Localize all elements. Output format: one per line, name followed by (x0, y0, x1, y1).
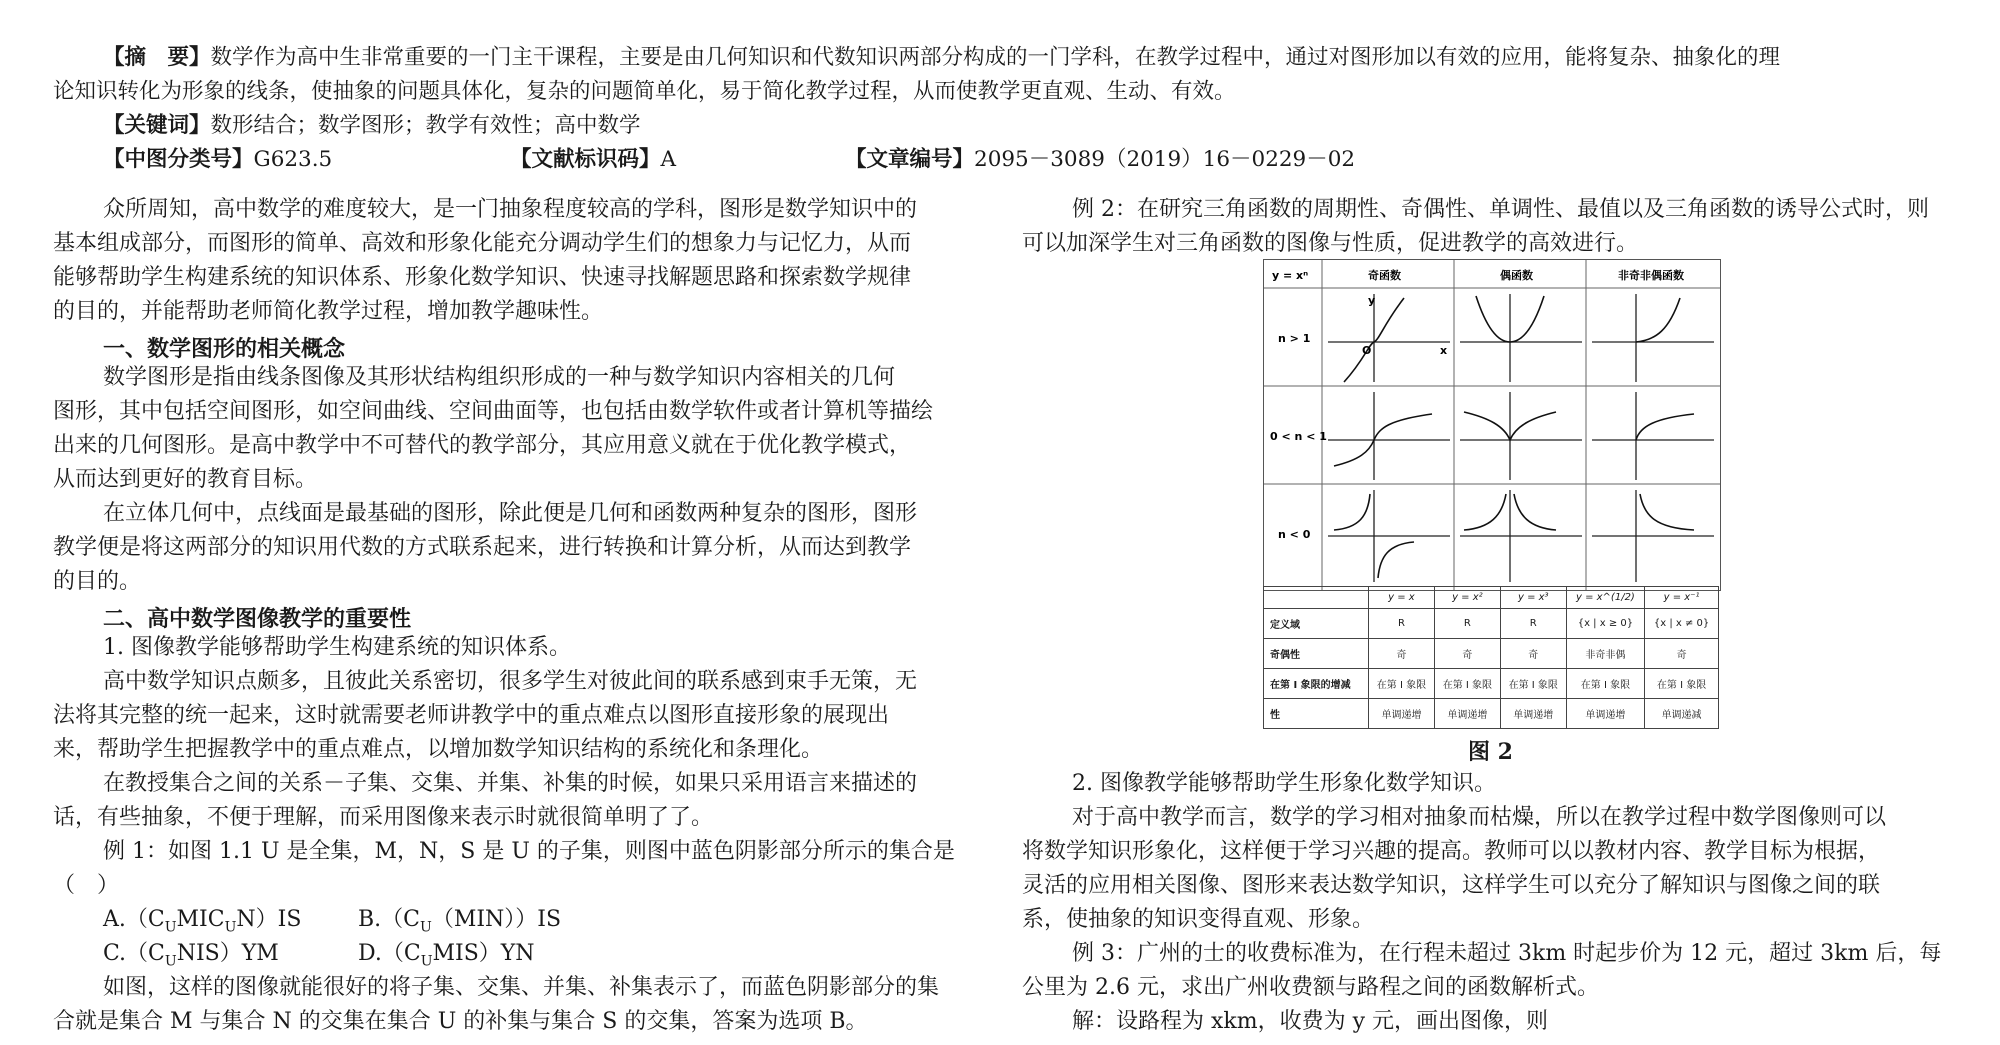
left-p1-l3: 能够帮助学生构建系统的知识体系、形象化数学知识、快速寻找解题思路和探索数学规律 (53, 265, 912, 290)
table-cell: 单调递减 (1645, 699, 1719, 729)
left-p3-l3: 的目的。 (53, 569, 142, 594)
left-p5-l2: 法将其完整的统一起来，这时就需要老师讲教学中的重点难点以图形直接形象的展现出 (53, 703, 890, 728)
option-a-mid: MIC (176, 907, 225, 932)
right-ex2-l1: 例 2：在研究三角函数的周期性、奇偶性、单调性、最值以及三角函数的诱导公式时，则 (1072, 197, 1929, 222)
option-a-post: N）IS (236, 907, 302, 932)
table-cell: 在第 I 象限 (1500, 669, 1566, 699)
doc-code-line (510, 144, 676, 176)
left-p2-l4: 从而达到更好的教育目标。 (53, 467, 318, 492)
option-a-sub2: U (224, 919, 237, 936)
table-cell: R (1369, 609, 1435, 639)
keywords-label: 【关键词】 (103, 113, 211, 138)
abstract-line-2: 论知识转化为形象的线条，使抽象的问题具体化，复杂的问题简单化，易于简化教学过程，从而使教学更直观、生动、有效。 (53, 79, 1236, 104)
doc-code-value: A (660, 147, 677, 172)
figure-caption: 图 2 (1468, 739, 1513, 765)
abstract-line-1 (103, 42, 1780, 74)
right-p9: 2. 图像教学能够帮助学生形象化数学知识。 (1072, 771, 1496, 796)
table-cell: 在第 I 象限 (1566, 669, 1644, 699)
table-row-monotonic-label-a: 在第 I 象限的增减 (1264, 669, 1369, 699)
option-a-pre: A.（C (103, 907, 165, 932)
left-p6-l2: 话，有些抽象，不便于理解，而采用图像来表示时就很简单明了了。 (53, 805, 714, 830)
fig-row-n-lt-0: n < 0 (1278, 528, 1311, 541)
left-p7-l1: 例 1：如图 1.1 U 是全集，M，N，S 是 U 的子集，则图中蓝色阴影部分所示的集合是 (103, 839, 955, 864)
fig-col-odd: 奇函数 (1368, 269, 1401, 282)
abstract-label: 【摘 要】 (103, 45, 211, 70)
option-d-sub: U (420, 953, 433, 970)
right-p10-l1: 对于高中教学而言，数学的学习相对抽象而枯燥，所以在教学过程中数学图像则可以 (1072, 805, 1887, 830)
table-cell: 奇 (1645, 639, 1719, 669)
left-p7-l2: （ ） (53, 873, 120, 898)
right-p10-l2: 将数学知识形象化，这样便于学习兴趣的提高。教师可以以教材内容、教学目标为根据， (1022, 839, 1881, 864)
doc-code-label: 【文献标识码】 (510, 147, 661, 172)
left-p6-l1: 在教授集合之间的关系－子集、交集、并集、补集的时候，如果只采用语言来描述的 (103, 771, 918, 796)
table-header-1: y = x (1369, 587, 1435, 609)
right-p10-l3: 灵活的应用相关图像、图形来表达数学知识，这样学生可以充分了解知识与图像之间的联 (1022, 873, 1881, 898)
fig-origin-label: O (1362, 344, 1372, 357)
power-function-graph-grid (1263, 259, 1721, 591)
table-cell: R (1500, 609, 1566, 639)
keywords-value: 数形结合；数学图形；教学有效性；高中数学 (210, 113, 641, 138)
option-c-sub: U (164, 953, 177, 970)
article-number-value: 2095－3089（2019）16－0229－02 (974, 147, 1356, 172)
left-p8-l1: 如图，这样的图像就能很好的将子集、交集、并集、补集表示了，而蓝色阴影部分的集 (103, 975, 940, 1000)
option-b-post: （MIN））IS (431, 907, 562, 932)
table-cell: 单调递增 (1369, 699, 1435, 729)
table-cell: 在第 I 象限 (1434, 669, 1500, 699)
option-b-sub: U (420, 919, 432, 936)
table-cell: 在第 I 象限 (1369, 669, 1435, 699)
right-p10-l4: 系，使抽象的知识变得直观、形象。 (1022, 907, 1375, 932)
table-corner (1264, 587, 1369, 609)
left-p1-l2: 基本组成部分，而图形的简单、高效和形象化能充分调动学生们的想象力与记忆力，从而 (53, 231, 912, 256)
table-cell: R (1434, 609, 1500, 639)
clc-label: 【中图分类号】 (103, 147, 254, 172)
option-d-post: MIS）YN (432, 941, 535, 966)
fig-col-neither: 非奇非偶函数 (1618, 269, 1684, 282)
table-cell: 奇 (1434, 639, 1500, 669)
left-p1-l4: 的目的，并能帮助老师简化教学过程，增加教学趣味性。 (53, 299, 604, 324)
option-d-pre: D.（C (358, 941, 421, 966)
left-p1-l1: 众所周知，高中数学的难度较大，是一门抽象程度较高的学科，图形是数学知识中的 (103, 197, 918, 222)
article-number-line (845, 144, 1355, 176)
left-p8-l2: 合就是集合 M 与集合 N 的交集在集合 U 的补集与集合 S 的交集，答案为选项 B。 (53, 1009, 868, 1034)
left-p4: 1. 图像教学能够帮助学生构建系统的知识体系。 (103, 635, 571, 660)
section-heading-1: 一、数学图形的相关概念 (103, 336, 346, 362)
fig-corner-label: y = xⁿ (1272, 269, 1309, 282)
table-cell: 单调递增 (1566, 699, 1644, 729)
left-p5-l3: 来，帮助学生把握教学中的重点难点，以增加数学知识结构的系统化和条理化。 (53, 737, 824, 762)
fig-axis-y-label: y (1368, 294, 1376, 307)
section-heading-2: 二、高中数学图像教学的重要性 (103, 606, 412, 632)
fig-col-even: 偶函数 (1500, 269, 1533, 282)
abstract-text-1: 数学作为高中生非常重要的一门主干课程，主要是由几何知识和代数知识两部分构成的一门学科，在教学过程中，通过对图形加以有效的应用，能将复杂、抽象化的理 (210, 45, 1781, 70)
clc-value: G623.5 (253, 147, 333, 172)
table-header-2: y = x² (1434, 587, 1500, 609)
right-p11-l1: 例 3：广州的士的收费标准为，在行程未超过 3km 时起步价为 12 元，超过 3km 后，每 (1072, 941, 1942, 966)
right-ex2-l2: 可以加深学生对三角函数的图像与性质，促进教学的高效进行。 (1022, 231, 1639, 256)
left-p2-l3: 出来的几何图形。是高中教学中不可替代的教学部分，其应用意义就在于优化教学模式， (53, 433, 912, 458)
table-cell: 单调递增 (1500, 699, 1566, 729)
table-cell: 单调递增 (1434, 699, 1500, 729)
power-function-properties-table (1263, 586, 1719, 729)
table-cell: 非奇非偶 (1566, 639, 1644, 669)
table-row-monotonic-label-b: 性 (1264, 699, 1369, 729)
keywords-line (103, 110, 641, 142)
table-header-4: y = x^(1/2) (1566, 587, 1644, 609)
table-cell: 奇 (1369, 639, 1435, 669)
right-p12: 解：设路程为 xkm，收费为 y 元，画出图像，则 (1072, 1009, 1549, 1034)
table-cell: 在第 I 象限 (1645, 669, 1719, 699)
option-c-post: NIS）YM (176, 941, 279, 966)
article-number-label: 【文章编号】 (845, 147, 975, 172)
left-p3-l2: 教学便是将这两部分的知识用代数的方式联系起来，进行转换和计算分析，从而达到教学 (53, 535, 912, 560)
right-p11-l2: 公里为 2.6 元，求出广州收费额与路程之间的函数解析式。 (1022, 975, 1599, 1000)
option-c-pre: C.（C (103, 941, 165, 966)
clc-line (103, 144, 332, 176)
table-header-3: y = x³ (1500, 587, 1566, 609)
table-cell: {x | x ≥ 0} (1566, 609, 1644, 639)
table-header-5: y = x⁻¹ (1645, 587, 1719, 609)
fig-row-n-gt-1: n > 1 (1278, 332, 1311, 345)
left-p3-l1: 在立体几何中，点线面是最基础的图形，除此便是几何和函数两种复杂的图形，图形 (103, 501, 918, 526)
left-p2-l1: 数学图形是指由线条图像及其形状结构组织形成的一种与数学知识内容相关的几何 (103, 365, 896, 390)
option-a-sub1: U (164, 919, 177, 936)
table-row-domain-label: 定义域 (1264, 609, 1369, 639)
table-cell: 奇 (1500, 639, 1566, 669)
left-p5-l1: 高中数学知识点颇多，且彼此关系密切，很多学生对彼此间的联系感到束手无策，无 (103, 669, 918, 694)
table-row-parity-label: 奇偶性 (1264, 639, 1369, 669)
option-b-pre: B.（C (358, 907, 420, 932)
fig-row-n-between: 0 < n < 1 (1270, 430, 1327, 443)
left-p2-l2: 图形，其中包括空间图形，如空间曲线、空间曲面等，也包括由数学软件或者计算机等描绘 (53, 399, 934, 424)
table-cell: {x | x ≠ 0} (1645, 609, 1719, 639)
fig-axis-x-label: x (1440, 344, 1448, 357)
